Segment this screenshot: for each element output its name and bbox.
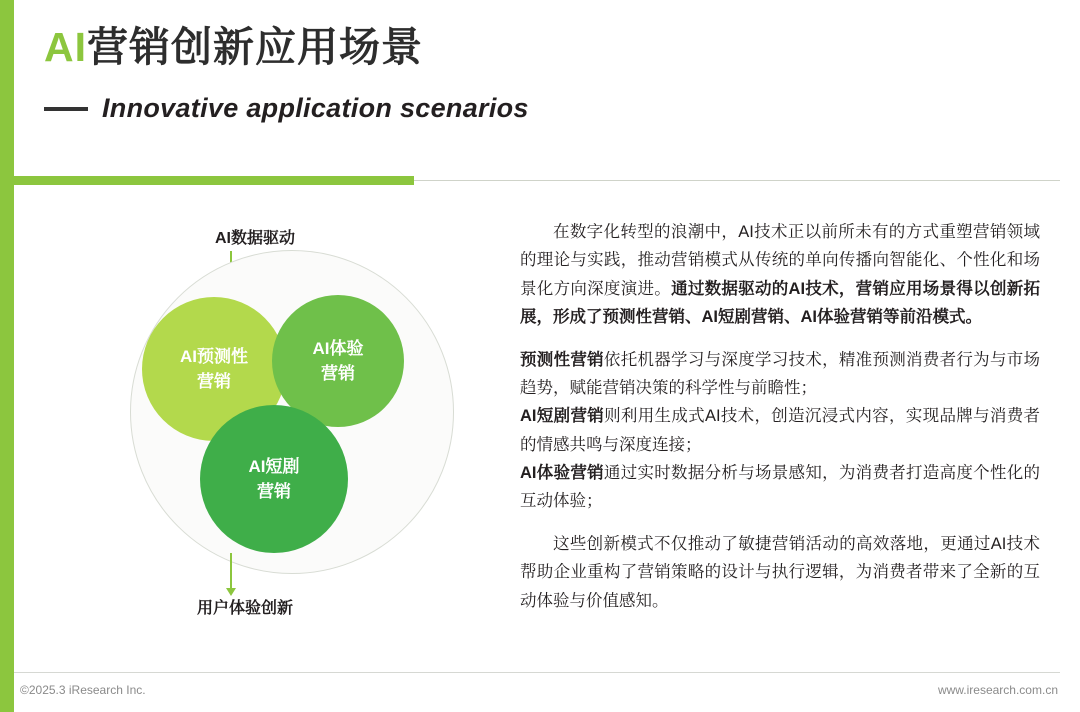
subtitle-row — [44, 93, 1044, 124]
slide-header — [44, 24, 1044, 124]
venn-diagram — [40, 205, 500, 645]
footer-divider — [14, 672, 1060, 673]
divider-thin-segment — [414, 180, 1060, 181]
page-subtitle: Innovative application scenarios — [102, 93, 529, 124]
paragraph-short-drama-text: 则利用生成式AI技术，创造沉浸式内容，实现品牌与消费者的情感共鸣与深度连接； — [520, 407, 1041, 454]
bubble-b-line1: AI体验 — [312, 338, 364, 358]
header-divider — [14, 176, 1060, 186]
footer-copyright: ©2025.3 iResearch Inc. — [20, 683, 146, 697]
bubble-a-line2: 营销 — [197, 372, 231, 391]
bubble-c-line1: AI短剧 — [248, 456, 300, 476]
arrow-down-bottom-icon — [230, 553, 232, 589]
bubble-a-line1: AI预测性 — [180, 346, 248, 366]
bubble-short-drama-marketing — [200, 405, 348, 553]
term-short-drama-marketing: AI短剧营销 — [520, 407, 605, 426]
paragraph-experience — [520, 459, 1040, 516]
page-title — [44, 24, 1044, 71]
paragraph-short-drama — [520, 402, 1040, 459]
term-experience-marketing: AI体验营销 — [520, 464, 604, 482]
dash-icon — [44, 107, 88, 111]
term-predictive-marketing: 预测性营销 — [520, 350, 604, 369]
body-copy — [520, 218, 1040, 629]
paragraph-predictive-text: 依托机器学习与深度学习技术，精准预测消费者行为与市场趋势，赋能营销决策的科学性与前瞻性； — [520, 350, 1041, 397]
paragraph-experience-text: 通过实时数据分析与场景感知，为消费者打造高度个性化的互动体验； — [520, 464, 1041, 511]
page-title-lead: AI — [44, 24, 87, 70]
divider-green-segment — [14, 176, 414, 185]
bubble-c-line2: 营销 — [257, 482, 291, 501]
left-accent-bar — [0, 0, 14, 712]
paragraph-conclusion: 这些创新模式不仅推动了敏捷营销活动的高效落地，更通过AI技术帮助企业重构了营销策略的设计与执行逻辑，为消费者带来了全新的互动体验与价值感知。 — [520, 534, 1040, 610]
paragraph-predictive — [520, 346, 1040, 403]
paragraph-intro — [520, 218, 1040, 332]
paragraph-intro-bold: 通过数据驱动的AI技术，营销应用场景得以创新拓展，形成了预测性营销、AI短剧营销、AI体验营销等前沿模式。 — [520, 279, 1041, 327]
bubble-b-line2: 营销 — [321, 364, 355, 383]
paragraph-intro-normal: 在数字化转型的浪潮中，AI技术正以前所未有的方式重塑营销领域的理论与实践，推动营销模式从传统的单向传播向智能化、个性化和场景化方向深度演进。 — [520, 223, 1040, 298]
diagram-bottom-label: 用户体验创新 — [196, 600, 293, 617]
diagram-top-label: AI数据驱动 — [214, 230, 295, 247]
footer-website: www.iresearch.com.cn — [937, 683, 1058, 697]
page-title-rest: 营销创新应用场景 — [87, 24, 423, 70]
